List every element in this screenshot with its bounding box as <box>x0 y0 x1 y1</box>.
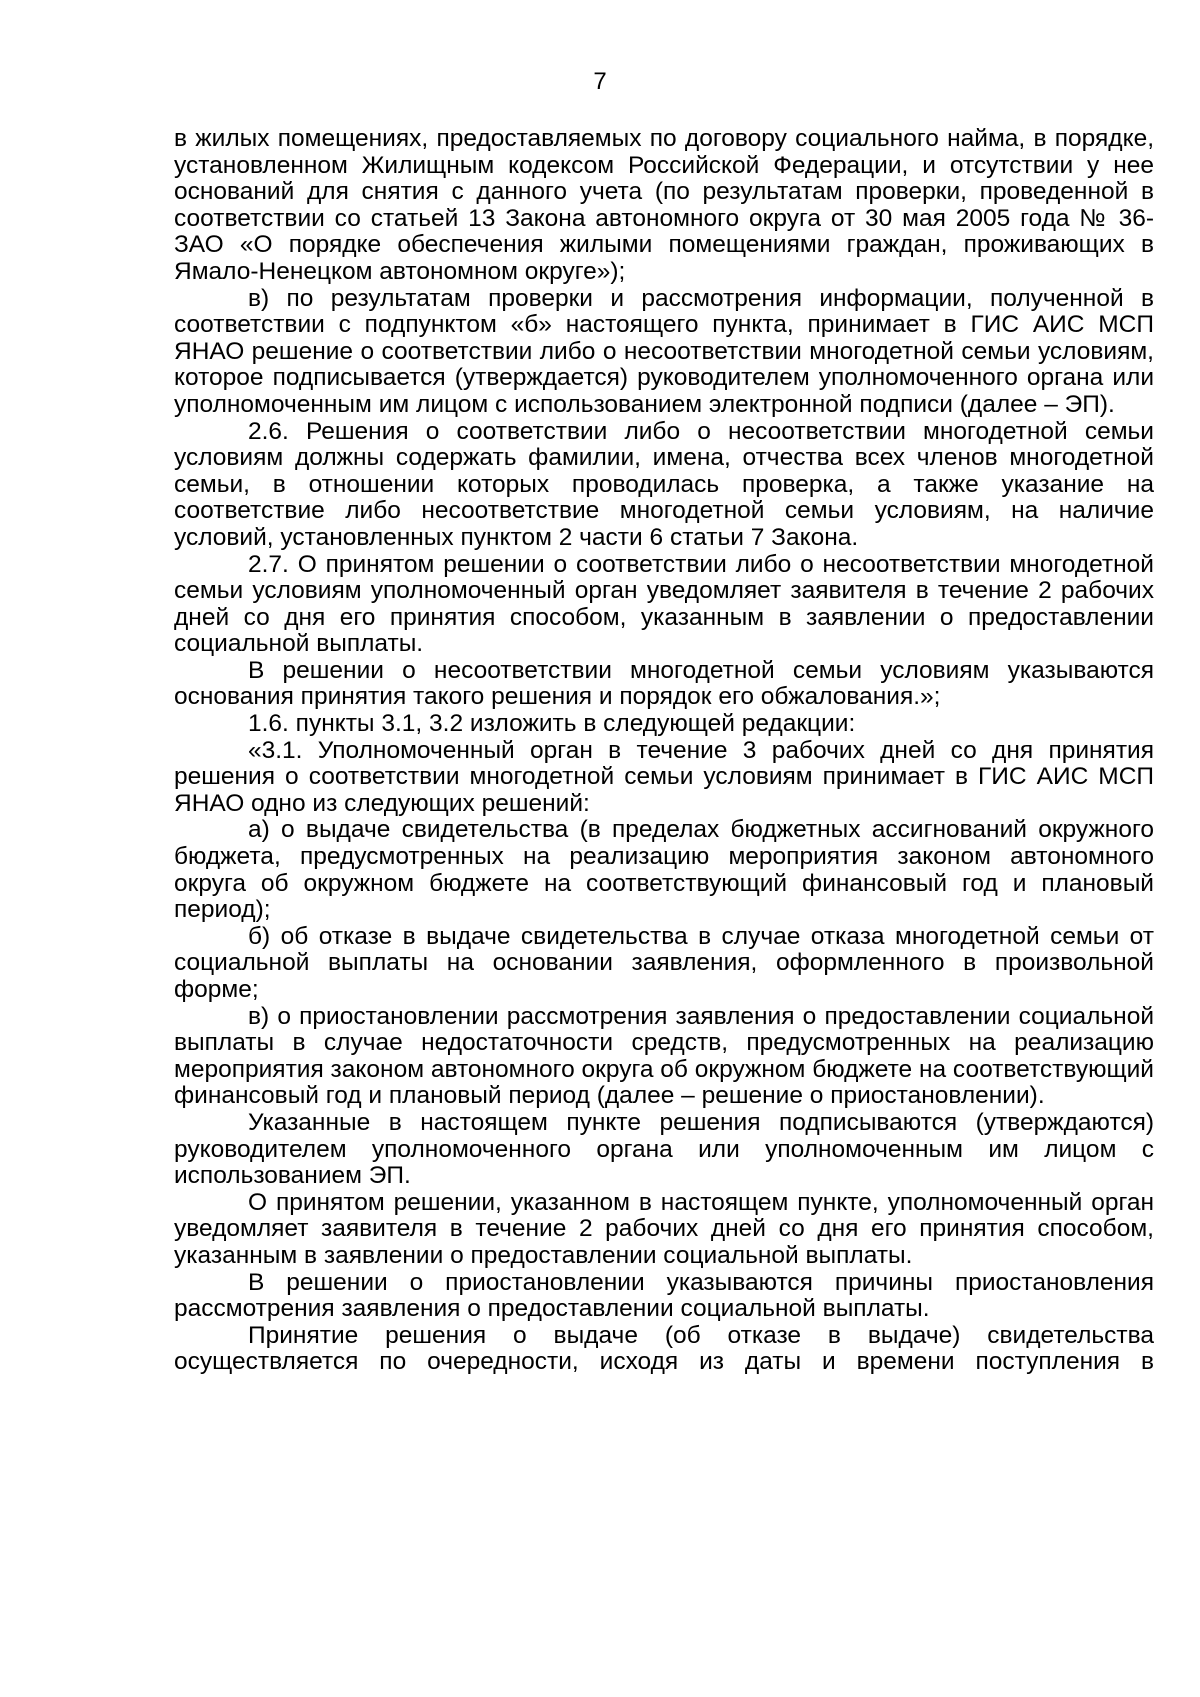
document-body <box>174 126 1154 1376</box>
paragraph-3-1: «3.1. Уполномоченный орган в течение 3 рабочих дней со дня принятия решения о соответствии многодетной семьи условиям принимает в ГИС АИС МСП ЯНАО одно из следующих решений: <box>174 736 1154 817</box>
paragraph-1-6: 1.6. пункты 3.1, 3.2 изложить в следующей редакции: <box>248 710 856 738</box>
paragraph-2-6: 2.6. Решения о соответствии либо о несоответствии многодетной семьи условиям должны содержать фамилии, имена, отчества всех членов многодетной семьи, в отношении которых проводилась проверка, а также указание на соответствие либо несоответствие многодетной семьи условиям, на наличие условий, установленных пунктом 2 части 6 статьи 7 Закона. <box>174 417 1154 551</box>
page-number: 7 <box>593 68 607 95</box>
paragraph-item-b: б) об отказе в выдаче свидетельства в случае отказа многодетной семьи от социальной выплаты на основании заявления, оформленного в произвольной форме; <box>174 922 1154 1003</box>
paragraph-continuation: в жилых помещениях, предоставляемых по договору социального найма, в порядке, установленном Жилищным кодексом Российской Федерации, и отсутствии у нее оснований для снятия с данного учета (по результатам проверки, проведенной в соответствии со статьей 13 Закона автономного округа от 30 мая 2005 года № 36-ЗАО «О порядке обеспечения жилыми помещениями граждан, проживающих в Ямало-Ненецком автономном округе»); <box>174 125 1154 285</box>
paragraph-item-a: а) о выдаче свидетельства (в пределах бюджетных ассигнований окружного бюджета, предусмотренных на реализацию мероприятия законом автономного округа об окружном бюджете на соответствующий финансовый год и плановый период); <box>174 816 1154 924</box>
paragraph-item-v-suspension: в) о приостановлении рассмотрения заявления о предоставлении социальной выплаты в случае недостаточности средств, предусмотренных на реализацию мероприятия законом автономного округа об окружном бюджете на соответствующий финансовый год и плановый период (далее – решение о приостановлении). <box>174 1002 1154 1110</box>
paragraph-suspension-reasons: В решении о приостановлении указываются причины приостановления рассмотрения заявления о предоставлении социальной выплаты. <box>174 1268 1154 1323</box>
paragraph-grounds: В решении о несоответствии многодетной семьи условиям указываются основания принятия такого решения и порядок его обжалования.»; <box>174 656 1154 711</box>
paragraph-notification: О принятом решении, указанном в настоящем пункте, уполномоченный орган уведомляет заявителя в течение 2 рабочих дней со дня его принятия способом, указанным в заявлении о предоставлении социальной выплаты. <box>174 1188 1154 1269</box>
paragraph-item-v: в) по результатам проверки и рассмотрения информации, полученной в соответствии с подпунктом «б» настоящего пункта, принимает в ГИС АИС МСП ЯНАО решение о соответствии либо о несоответствии многодетной семьи условиям, которое подписывается (утверждается) руководителем уполномоченного органа или уполномоченным им лицом с использованием электронной подписи (далее – ЭП). <box>174 284 1154 418</box>
paragraph-2-7: 2.7. О принятом решении о соответствии либо о несоответствии многодетной семьи условиям уполномоченный орган уведомляет заявителя в течение 2 рабочих дней со дня его принятия способом, указанным в заявлении о предоставлении социальной выплаты. <box>174 550 1154 658</box>
paragraph-signing: Указанные в настоящем пункте решения подписываются (утверждаются) руководителем уполномоченного органа или уполномоченным им лицом с использованием ЭП. <box>174 1108 1154 1190</box>
paragraph-order: Принятие решения о выдаче (об отказе в выдаче) свидетельства осуществляется по очередности, исходя из даты и времени поступления в <box>174 1321 1154 1376</box>
